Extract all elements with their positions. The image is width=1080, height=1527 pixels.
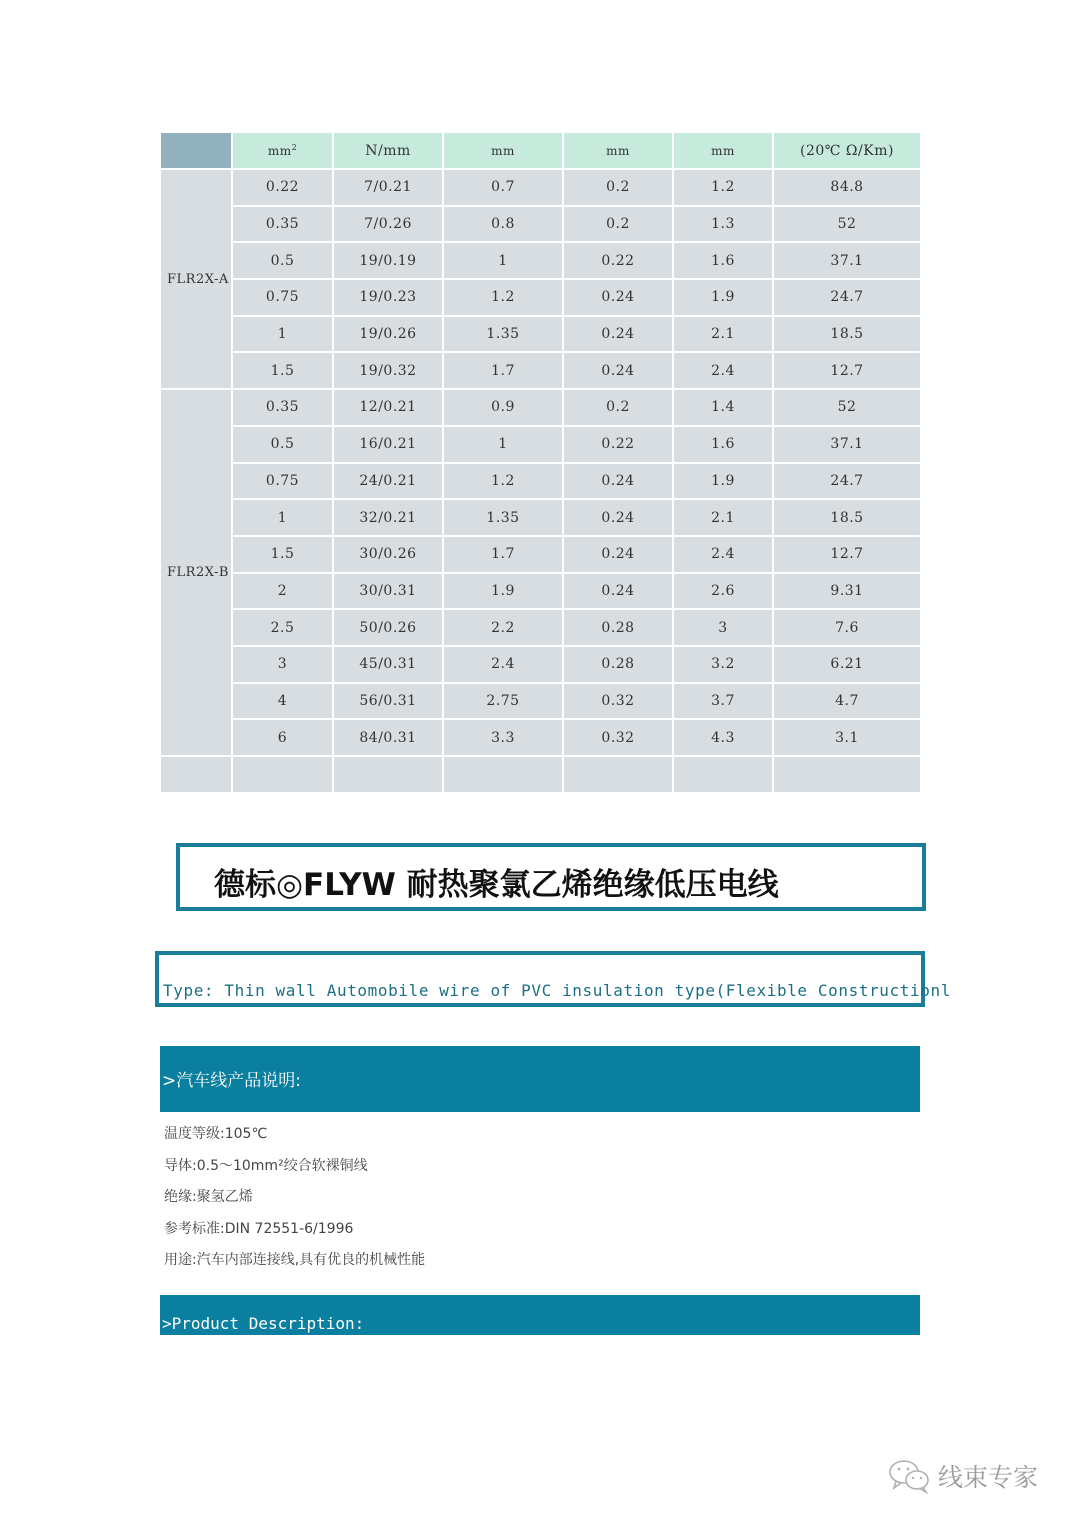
header-resistance: (20℃ Ω/Km) xyxy=(774,133,920,168)
table-cell: 1.4 xyxy=(674,390,772,425)
table-cell: 16/0.21 xyxy=(334,427,442,462)
table-row xyxy=(161,427,920,462)
table-cell: 1.9 xyxy=(674,280,772,315)
table-row xyxy=(161,280,920,315)
table-row xyxy=(161,170,920,205)
table-row xyxy=(161,574,920,609)
table-cell: 37.1 xyxy=(774,427,920,462)
spec-table xyxy=(159,131,922,794)
table-cell: 0.32 xyxy=(564,720,672,755)
section-heading-en: >Product Description: xyxy=(162,1314,365,1333)
table-cell: 24.7 xyxy=(774,280,920,315)
table-cell: 1.9 xyxy=(444,574,562,609)
table-cell: 3.1 xyxy=(774,720,920,755)
table-cell: 0.24 xyxy=(564,353,672,388)
table-cell: 0.32 xyxy=(564,684,672,719)
table-cell: 0.24 xyxy=(564,464,672,499)
table-row xyxy=(161,537,920,572)
table-row xyxy=(161,317,920,352)
table-cell: 1 xyxy=(233,500,332,535)
table-cell: 0.22 xyxy=(233,170,332,205)
table-cell: 30/0.31 xyxy=(334,574,442,609)
table-cell: 12.7 xyxy=(774,353,920,388)
table-cell: 0.28 xyxy=(564,647,672,682)
table-cell: 19/0.23 xyxy=(334,280,442,315)
table-cell: 3 xyxy=(233,647,332,682)
table-cell xyxy=(233,757,332,792)
type-box xyxy=(155,951,951,1007)
table-cell: 1.5 xyxy=(233,353,332,388)
table-cell: 19/0.19 xyxy=(334,243,442,278)
table-cell: 1.5 xyxy=(233,537,332,572)
table-cell: 56/0.31 xyxy=(334,684,442,719)
table-cell: 9.31 xyxy=(774,574,920,609)
table-cell: 0.22 xyxy=(564,427,672,462)
product-title: 德标◎FLYW 耐热聚氯乙烯绝缘低压电线 xyxy=(214,867,779,903)
table-row xyxy=(161,684,920,719)
table-cell: 32/0.21 xyxy=(334,500,442,535)
header-insulation-thickness: mm xyxy=(564,133,672,168)
table-cell: 0.24 xyxy=(564,537,672,572)
section-bar-en xyxy=(160,1295,920,1335)
table-cell: 1.3 xyxy=(674,207,772,242)
table-cell: 0.24 xyxy=(564,280,672,315)
table-cell: 1.2 xyxy=(444,280,562,315)
table-cell: 0.24 xyxy=(564,500,672,535)
description-item: 导体:0.5～10mm²绞合软裸铜线 xyxy=(164,1157,368,1174)
table-cell: 1 xyxy=(233,317,332,352)
watermark-text: 线束专家 xyxy=(938,1463,1039,1492)
table-cell xyxy=(161,757,231,792)
table-cell: 0.2 xyxy=(564,390,672,425)
table-cell: 52 xyxy=(774,207,920,242)
product-title-box xyxy=(176,843,926,911)
table-cell: 0.35 xyxy=(233,207,332,242)
section-bar-cn xyxy=(160,1046,920,1112)
table-cell: 2.1 xyxy=(674,317,772,352)
table-cell: 2.4 xyxy=(674,537,772,572)
table-empty-row xyxy=(161,757,920,792)
table-cell: 3.2 xyxy=(674,647,772,682)
table-cell: 7/0.21 xyxy=(334,170,442,205)
table-cell: 0.9 xyxy=(444,390,562,425)
header-outer-diameter: mm xyxy=(674,133,772,168)
table-cell: 24/0.21 xyxy=(334,464,442,499)
table-cell: 1.2 xyxy=(674,170,772,205)
table-cell: 0.2 xyxy=(564,207,672,242)
table-row xyxy=(161,243,920,278)
table-cell: 4.7 xyxy=(774,684,920,719)
table-cell: 2.75 xyxy=(444,684,562,719)
table-cell: 7/0.26 xyxy=(334,207,442,242)
table-cell: 2.6 xyxy=(674,574,772,609)
table-cell: 18.5 xyxy=(774,500,920,535)
table-cell: 12.7 xyxy=(774,537,920,572)
table-cell: 3.7 xyxy=(674,684,772,719)
table-body xyxy=(161,170,920,792)
model-cell: FLR2X-B xyxy=(161,390,231,755)
table-cell: 50/0.26 xyxy=(334,610,442,645)
table-row xyxy=(161,207,920,242)
table-cell: 12/0.21 xyxy=(334,390,442,425)
table-cell: 84/0.31 xyxy=(334,720,442,755)
section-heading-cn: >汽车线产品说明: xyxy=(162,1071,301,1091)
table-cell: 0.2 xyxy=(564,170,672,205)
table-cell: 0.35 xyxy=(233,390,332,425)
table-cell: 1.9 xyxy=(674,464,772,499)
header-strands: N/mm xyxy=(334,133,442,168)
table-cell: 0.28 xyxy=(564,610,672,645)
table-cell: 1 xyxy=(444,427,562,462)
table-row xyxy=(161,610,920,645)
table-cell: 19/0.32 xyxy=(334,353,442,388)
description-list xyxy=(164,1124,425,1282)
table-cell: 6 xyxy=(233,720,332,755)
table-cell: 2 xyxy=(233,574,332,609)
table-cell: 2.5 xyxy=(233,610,332,645)
header-corner-cell xyxy=(161,133,231,168)
table-cell: 1.35 xyxy=(444,317,562,352)
table-cell xyxy=(334,757,442,792)
header-cross-section: $mm^2$ xyxy=(233,133,332,168)
type-line: Type: Thin wall Automobile wire of PVC insulation type(Flexible Constructionl xyxy=(163,981,951,1000)
table-cell: 37.1 xyxy=(774,243,920,278)
table-cell: 0.5 xyxy=(233,427,332,462)
table-row xyxy=(161,647,920,682)
table-cell: 1 xyxy=(444,243,562,278)
table-cell xyxy=(674,757,772,792)
table-cell: 1.7 xyxy=(444,537,562,572)
table-cell xyxy=(774,757,920,792)
table-cell: 4.3 xyxy=(674,720,772,755)
table-cell: 4 xyxy=(233,684,332,719)
table-cell: 1.6 xyxy=(674,427,772,462)
table-cell: 2.1 xyxy=(674,500,772,535)
table-cell: 0.75 xyxy=(233,464,332,499)
table-row xyxy=(161,390,920,425)
watermark xyxy=(888,1458,1038,1494)
table-row xyxy=(161,353,920,388)
model-cell: FLR2X-A xyxy=(161,170,231,388)
table-cell: 0.22 xyxy=(564,243,672,278)
table-cell: 2.2 xyxy=(444,610,562,645)
table-cell: 0.8 xyxy=(444,207,562,242)
table-cell: 7.6 xyxy=(774,610,920,645)
table-cell: 1.7 xyxy=(444,353,562,388)
table-cell xyxy=(564,757,672,792)
table-cell: 84.8 xyxy=(774,170,920,205)
table-row xyxy=(161,464,920,499)
table-cell xyxy=(444,757,562,792)
table-cell: 0.75 xyxy=(233,280,332,315)
description-item: 绝缘:聚氢乙烯 xyxy=(164,1189,253,1205)
table-cell: 6.21 xyxy=(774,647,920,682)
table-cell: 0.5 xyxy=(233,243,332,278)
header-conductor-diameter: mm xyxy=(444,133,562,168)
table-cell: 0.24 xyxy=(564,317,672,352)
description-item: 参考标准:DIN 72551-6/1996 xyxy=(164,1220,354,1237)
description-item: 温度等级:105℃ xyxy=(164,1126,268,1142)
table-cell: 0.7 xyxy=(444,170,562,205)
table-cell: 30/0.26 xyxy=(334,537,442,572)
table-cell: 1.6 xyxy=(674,243,772,278)
table-cell: 52 xyxy=(774,390,920,425)
table-row xyxy=(161,720,920,755)
table-header-row xyxy=(161,133,920,168)
table-cell: 3.3 xyxy=(444,720,562,755)
table-cell: 0.24 xyxy=(564,574,672,609)
table-cell: 2.4 xyxy=(674,353,772,388)
table-cell: 19/0.26 xyxy=(334,317,442,352)
table-cell: 18.5 xyxy=(774,317,920,352)
table-cell: 1.2 xyxy=(444,464,562,499)
description-item: 用途:汽车内部连接线,具有优良的机械性能 xyxy=(164,1252,426,1268)
table-cell: 1.35 xyxy=(444,500,562,535)
table-cell: 24.7 xyxy=(774,464,920,499)
table-cell: 2.4 xyxy=(444,647,562,682)
table-row xyxy=(161,500,920,535)
wechat-icon xyxy=(888,1458,932,1494)
table-cell: 45/0.31 xyxy=(334,647,442,682)
table-cell: 3 xyxy=(674,610,772,645)
